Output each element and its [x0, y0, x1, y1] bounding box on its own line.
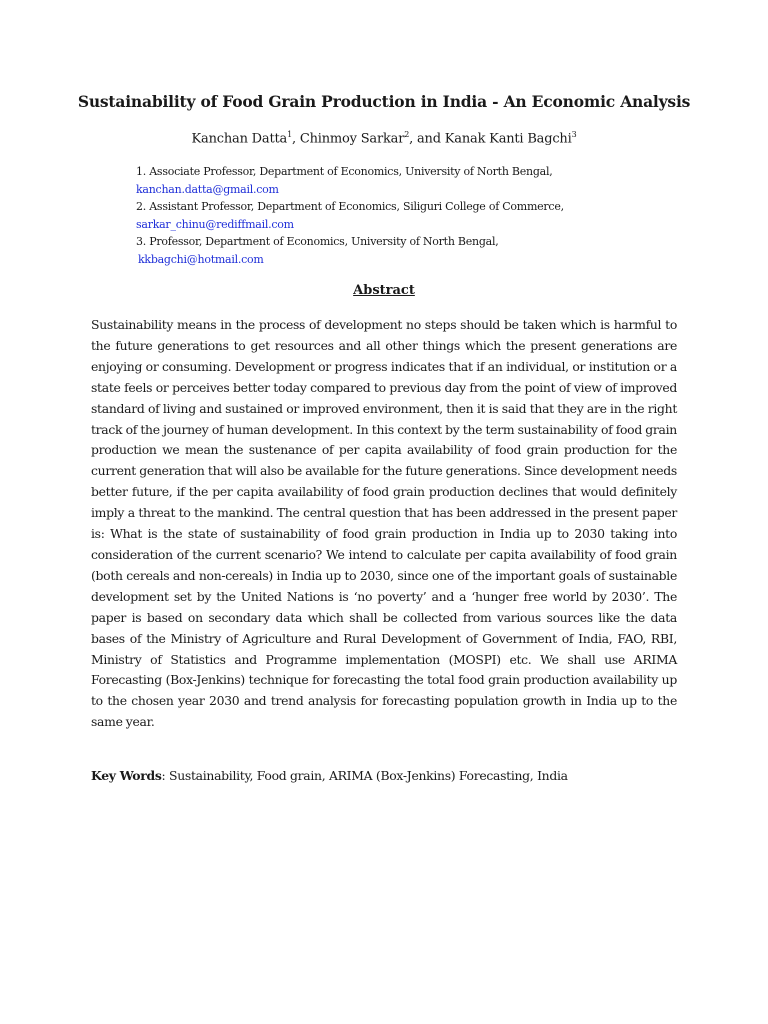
- affiliation-text: 1. Associate Professor, Department of Economics, University of North Bengal,: [136, 165, 553, 178]
- author-separator: ,: [291, 131, 300, 147]
- abstract-heading: Abstract: [353, 283, 415, 298]
- paper-title: Sustainability of Food Grain Production in India - An Economic Analysis: [77, 92, 691, 111]
- author-name: Kanchan Datta: [191, 131, 288, 147]
- keywords-line: [91, 766, 677, 786]
- abstract-body: Sustainability means in the process of development no steps should be taken which is harmful to the future generations to get resources and all other things which the present generations are enjoying or consuming. Development or progress indicates that if an individual, or institution or a state feels or perceives better today compared to previous day from the point of view of improved standard of living and sustained or improved environment, then it is said that they are in the right track of the journey of human development. In this context by the term sustainability of food grain production we mean the sustenance of per capita availability of food grain production for the current generation that will also be available for the future generations. Since development needs better future, if the per capita availability of food grain production declines that would definitely imply a threat to the mankind. The central question that has been addressed in the present paper is: What is the state of sustainability of food grain production in India up to 2030 taking into consideration of the current scenario? We intend to calculate per capita availability of food grain (both cereals and non-cereals) in India up to 2030, since one of the important goals of sustainable development set by the United Nations is ‘no poverty’ and a ‘hunger free world by 2030’. The paper is based on secondary data which shall be collected from various sources like the data bases of the Ministry of Agriculture and Rural Development of Government of India, FAO, RBI, Ministry of Statistics and Programme implementation (MOSPI) etc. We shall use ARIMA Forecasting (Box-Jenkins) technique for forecasting the total food grain production availability up to the chosen year 2030 and trend analysis for forecasting population growth in India up to the same year.: [91, 317, 677, 730]
- affiliation-text: 3. Professor, Department of Economics, University of North Bengal,: [136, 235, 499, 249]
- author-separator: , and: [409, 131, 445, 147]
- author-name: Chinmoy Sarkar: [299, 131, 405, 147]
- affiliation-text: 2. Assistant Professor, Department of Economics, Siliguri College of Commerce,: [136, 200, 564, 214]
- keywords-label: Key Words: [91, 768, 162, 783]
- author-name: Kanak Kanti Bagchi: [444, 131, 572, 147]
- author-list: [0, 130, 768, 146]
- author-email-link[interactable]: kkbagchi@hotmail.com: [138, 252, 264, 266]
- author-affil-marker: 2: [404, 130, 410, 139]
- keywords-text: : Sustainability, Food grain, ARIMA (Box-Jenkins) Forecasting, India: [161, 768, 568, 783]
- author-email-link[interactable]: kanchan.datta@gmail.com: [136, 182, 279, 196]
- affiliation-list: [136, 163, 656, 269]
- author-email-link[interactable]: sarkar_chinu@rediffmail.com: [136, 217, 294, 231]
- author-affil-marker: 1: [287, 130, 292, 139]
- author-affil-marker: 3: [571, 130, 577, 139]
